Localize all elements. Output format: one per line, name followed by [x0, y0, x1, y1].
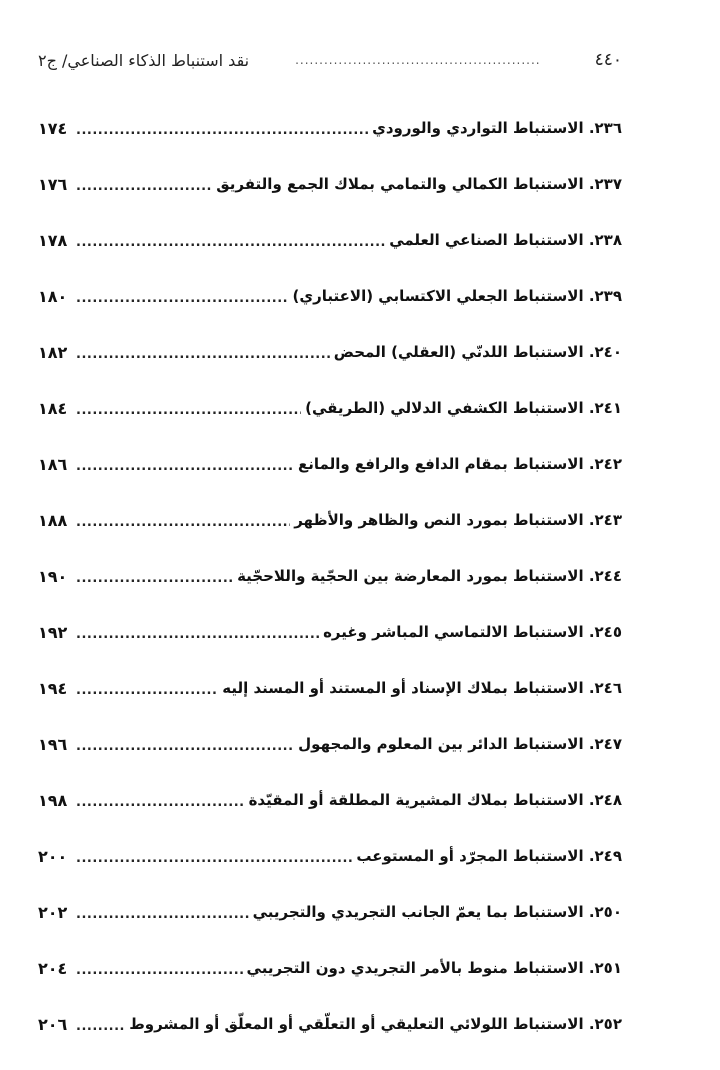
- toc-entry: [38, 100, 622, 156]
- toc-dot-leader: [76, 739, 294, 754]
- table-of-contents: [38, 100, 622, 1052]
- toc-entry-title: ٢٤٠. الاستنباط اللدنّي (العقلي) المحض: [333, 343, 622, 361]
- toc-dot-leader: [76, 1019, 125, 1034]
- toc-dot-leader: [76, 291, 289, 306]
- toc-entry-page: ١٩٨: [38, 790, 68, 810]
- header-page-number: ٤٤٠: [594, 50, 622, 70]
- toc-entry: [38, 716, 622, 772]
- toc-entry-title: ٢٥١. الاستنباط منوط بالأمر التجريدي دون التجريبي: [246, 959, 622, 977]
- toc-entry: [38, 828, 622, 884]
- header-dotted-rule: ...................................................: [295, 53, 541, 67]
- toc-entry-page: ١٩٢: [38, 622, 68, 642]
- toc-entry-page: ٢٠٠: [38, 846, 68, 866]
- toc-dot-leader: [76, 179, 212, 194]
- toc-entry: [38, 324, 622, 380]
- toc-entry-page: ١٨٤: [38, 398, 68, 418]
- toc-dot-leader: [76, 515, 290, 530]
- toc-dot-leader: [76, 627, 319, 642]
- toc-entry: [38, 212, 622, 268]
- toc-entry-title: ٢٥٠. الاستنباط بما يعمّ الجانب التجريدي والتجريبي: [252, 903, 622, 921]
- toc-dot-leader: [76, 347, 330, 362]
- toc-entry: [38, 940, 622, 996]
- toc-entry-title: ٢٤٥. الاستنباط الالتماسي المباشر وغيره: [323, 623, 622, 641]
- toc-entry-page: ١٧٤: [38, 118, 68, 138]
- toc-entry-title: ٢٤٣. الاستنباط بمورد النص والظاهر والأظهر: [294, 511, 622, 529]
- toc-entry: [38, 268, 622, 324]
- toc-dot-leader: [76, 123, 368, 138]
- toc-entry-page: ٢٠٦: [38, 1014, 68, 1034]
- toc-entry: [38, 660, 622, 716]
- toc-dot-leader: [76, 459, 294, 474]
- toc-dot-leader: [76, 683, 218, 698]
- toc-entry-page: ١٩٦: [38, 734, 68, 754]
- toc-entry-page: ١٨٦: [38, 454, 68, 474]
- toc-entry-title: ٢٤٨. الاستنباط بملاك المشيرية المطلقة أو المقيّدة: [248, 791, 622, 809]
- running-header: [38, 40, 622, 80]
- toc-entry-title: ٢٤١. الاستنباط الكشفي الدلالي (الطريقي): [305, 399, 622, 417]
- toc-dot-leader: [76, 795, 245, 810]
- toc-entry: [38, 492, 622, 548]
- toc-entry: [38, 156, 622, 212]
- toc-entry: [38, 772, 622, 828]
- toc-entry: [38, 380, 622, 436]
- toc-dot-leader: [76, 907, 249, 922]
- toc-entry: [38, 996, 622, 1052]
- toc-entry-page: ١٨٠: [38, 286, 68, 306]
- header-running-title: نقد استنباط الذكاء الصناعي/ ج٢: [38, 50, 250, 70]
- toc-dot-leader: [76, 851, 352, 866]
- toc-entry-title: ٢٤٤. الاستنباط بمورد المعارضة بين الحجّية واللاحجّية: [237, 567, 622, 585]
- toc-entry: [38, 884, 622, 940]
- toc-entry-page: ١٩٠: [38, 566, 68, 586]
- toc-entry-title: ٢٣٧. الاستنباط الكمالي والتمامي بملاك الجمع والتفريق: [216, 175, 622, 193]
- toc-entry: [38, 604, 622, 660]
- toc-entry-page: ١٧٨: [38, 230, 68, 250]
- toc-dot-leader: [76, 235, 385, 250]
- toc-entry-title: ٢٥٢. الاستنباط اللولائي التعليقي أو التعلّقي أو المعلّق أو المشروط: [129, 1015, 622, 1033]
- toc-entry-page: ٢٠٤: [38, 958, 68, 978]
- toc-dot-leader: [76, 403, 301, 418]
- toc-entry-page: ١٧٦: [38, 174, 68, 194]
- toc-entry-title: ٢٤٢. الاستنباط بمقام الدافع والرافع والمانع: [298, 455, 622, 473]
- toc-entry-title: ٢٤٩. الاستنباط المجرّد أو المستوعب: [356, 847, 622, 865]
- toc-entry-page: ١٩٤: [38, 678, 68, 698]
- toc-entry-title: ٢٣٩. الاستنباط الجعلي الاكتسابي (الاعتباري): [292, 287, 622, 305]
- toc-entry-page: ١٨٢: [38, 342, 68, 362]
- toc-dot-leader: [76, 963, 243, 978]
- toc-dot-leader: [76, 571, 233, 586]
- toc-entry-page: ٢٠٢: [38, 902, 68, 922]
- toc-entry-title: ٢٣٦. الاستنباط التواردي والورودي: [372, 119, 622, 137]
- toc-entry-title: ٢٤٦. الاستنباط بملاك الإسناد أو المستند أو المسند إليه: [222, 679, 622, 697]
- toc-entry-title: ٢٤٧. الاستنباط الدائر بين المعلوم والمجهول: [298, 735, 622, 753]
- toc-entry: [38, 548, 622, 604]
- toc-entry-page: ١٨٨: [38, 510, 68, 530]
- toc-entry: [38, 436, 622, 492]
- toc-entry-title: ٢٣٨. الاستنباط الصناعي العلمي: [389, 231, 622, 249]
